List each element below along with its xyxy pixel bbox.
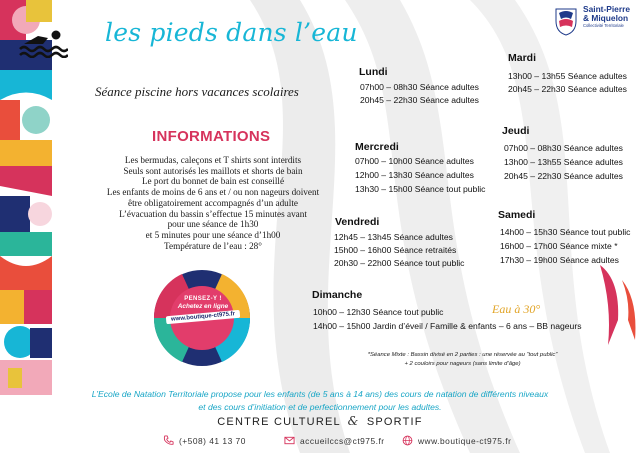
slot: 13h30 – 15h00 Séance tout public (355, 184, 486, 194)
swimmer-icon (18, 28, 68, 58)
info-line: Les enfants de moins de 6 ans et / ou non nageurs doivent (106, 187, 320, 198)
right-decoration (590, 260, 640, 350)
website-url: www.boutique-ct975.fr (418, 435, 512, 446)
globe-icon (402, 435, 413, 446)
slot: 20h45 – 22h30 Séance adultes (504, 171, 623, 181)
contact-phone[interactable] (163, 435, 246, 446)
day-mercredi: Mercredi (355, 141, 399, 153)
day-mardi: Mardi (508, 52, 537, 64)
slot: 07h00 – 08h30 Séance adultes (504, 143, 623, 153)
slot: 07h00 – 08h30 Séance adultes (360, 82, 479, 92)
day-samedi: Samedi (498, 209, 536, 221)
badge-line2: Achetez en ligne (177, 303, 229, 310)
logo-tagline: Collectivité Territoriale (583, 23, 624, 28)
info-line: Seuls sont autorisés les maillots et shorts de bain (123, 165, 303, 176)
slot: 17h30 – 19h00 Séance adultes (500, 255, 619, 265)
ecole-line: L’Ecole de Natation Territoriale propose pour les enfants (de 5 ans à 14 ans) des cours de natation de différents niveaux (91, 389, 549, 399)
info-line: pour une séance de 1h30 (167, 219, 259, 230)
info-line: L’évacuation du bassin s’effectue 15 minutes avant (119, 208, 307, 219)
badge-line1: PENSEZ-Y ! (184, 296, 222, 302)
slot: 15h00 – 16h00 Séance retraités (334, 245, 457, 255)
phone-number: (+508) 41 13 70 (179, 435, 246, 446)
shop-badge-text (166, 296, 240, 321)
day-lundi: Lundi (359, 66, 388, 78)
slot: 14h00 – 15h30 Séance tout public (500, 227, 631, 237)
contact-website[interactable] (402, 435, 511, 446)
logo-line2: & Miquelon (583, 12, 629, 23)
email-icon (284, 435, 295, 446)
info-line: et 5 minutes pour une séance d’1h00 (145, 229, 281, 240)
slot: 16h00 – 17h00 Séance mixte * (500, 241, 618, 251)
ecole-natation-text (72, 388, 568, 413)
info-line: Température de l’eau : 28° (164, 240, 262, 251)
email-address: accueilccs@ct975.fr (300, 435, 385, 446)
day-vendredi: Vendredi (335, 216, 380, 228)
slot: 12h00 – 13h30 Séance adultes (355, 170, 474, 180)
slot: 13h00 – 13h55 Séance adultes (508, 71, 627, 81)
slot: 12h45 – 13h45 Séance adultes (334, 232, 453, 242)
water-temperature: Eau à 30° (492, 302, 541, 316)
info-line: être obligatoirement accompagnés d’un adulte (128, 197, 298, 208)
info-line: Les bermudas, caleçons et T shirts sont interdits (124, 155, 302, 165)
slot: 20h45 – 22h30 Séance adultes (508, 84, 627, 94)
phone-icon (163, 435, 174, 446)
contact-email[interactable] (284, 435, 385, 446)
mixte-note (360, 351, 565, 369)
centre-left: CENTRE CULTUREL (217, 416, 341, 428)
slot: 20h45 – 22h30 Séance adultes (360, 95, 479, 105)
page-title: les pieds dans l’eau (105, 18, 358, 47)
centre-culturel-sportif (0, 414, 640, 428)
centre-amp: & (347, 414, 360, 428)
slot: 14h00 – 15h00 Jardin d’éveil / Famille & enfants – 6 ans – BB nageurs (313, 321, 582, 331)
left-decoration (0, 0, 52, 395)
ecole-line: et des cours d’initiation et de perfectionnement pour les adultes. (198, 401, 442, 412)
slot: 07h00 – 10h00 Séance adultes (355, 156, 474, 166)
logo-line1: Saint-Pierre (583, 4, 631, 14)
note-line: + 2 couloirs pour nageurs (sans limite d’âge) (404, 361, 521, 367)
page-subtitle: Séance piscine hors vacances scolaires (95, 84, 299, 99)
note-line: *Séance Mixte : Bassin divisé en 2 parties : une réservée au “tout public” (367, 352, 558, 358)
slot: 13h00 – 13h55 Séance adultes (504, 157, 623, 167)
informations-list (95, 155, 331, 251)
centre-right: SPORTIF (366, 416, 423, 428)
day-dimanche: Dimanche (312, 289, 363, 301)
informations-title: INFORMATIONS (152, 128, 271, 145)
slot: 10h00 – 12h30 Séance tout public (313, 307, 444, 317)
day-jeudi: Jeudi (502, 125, 530, 137)
badge-url[interactable]: www.boutique-ct975.fr (166, 310, 240, 324)
slot: 20h30 – 22h00 Séance tout public (334, 258, 465, 268)
logo-name (583, 5, 630, 29)
info-line: Le port du bonnet de bain est conseillé (141, 176, 285, 187)
